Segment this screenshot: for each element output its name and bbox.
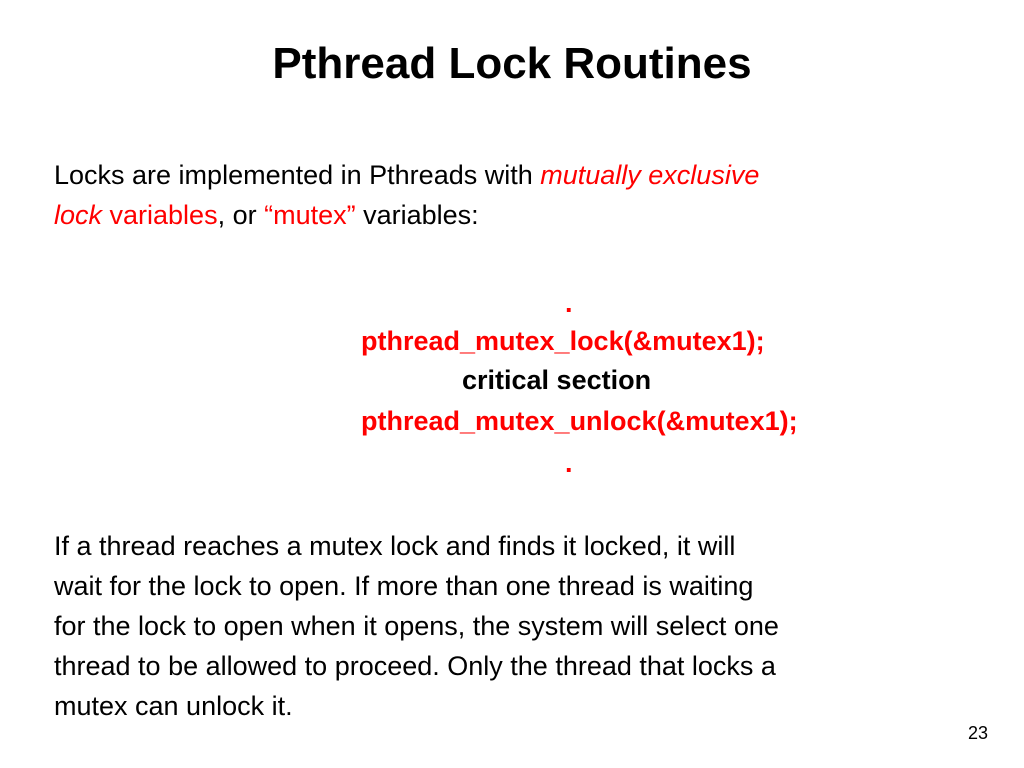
code-critical-section: critical section	[462, 365, 652, 395]
paragraph-line: mutex can unlock it.	[54, 691, 293, 721]
paragraph-line: wait for the lock to open. If more than one thread is waiting	[54, 571, 754, 601]
intro-part-or: , or	[217, 200, 265, 230]
slide-title: Pthread Lock Routines	[272, 39, 752, 88]
page-number: 23	[967, 723, 988, 743]
code-ellipsis-bottom: .	[565, 448, 573, 478]
paragraph-line: for the lock to open when it opens, the system will select one	[54, 611, 779, 641]
intro-part-1: Locks are implemented in Pthreads with	[54, 160, 541, 190]
code-lock-call: pthread_mutex_lock(&mutex1);	[361, 326, 765, 356]
paragraph-line: thread to be allowed to proceed. Only the thread that locks a	[54, 651, 776, 681]
intro-highlight-lock: lock	[54, 200, 103, 230]
paragraph-line: If a thread reaches a mutex lock and finds it locked, it will	[54, 531, 736, 561]
code-unlock-call: pthread_mutex_unlock(&mutex1);	[361, 406, 798, 436]
intro-text	[54, 155, 964, 235]
intro-highlight-mutex: “mutex”	[264, 200, 356, 230]
intro-highlight-variables: variables	[102, 200, 218, 230]
intro-highlight-mutually-exclusive: mutually exclusive	[540, 160, 760, 190]
explanation-paragraph	[54, 526, 984, 726]
intro-part-end: variables:	[355, 200, 479, 230]
code-ellipsis-top: .	[565, 288, 573, 318]
